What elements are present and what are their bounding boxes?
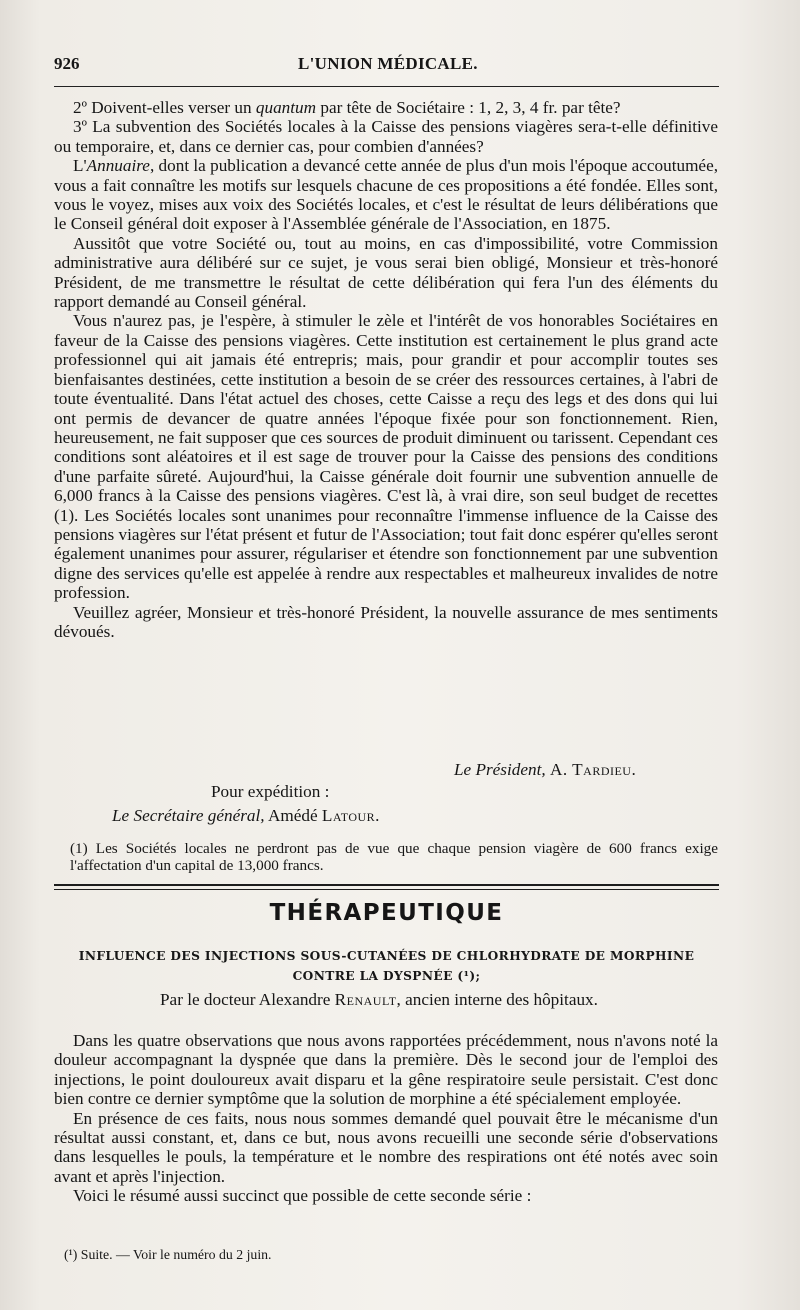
letter-body [54,98,718,641]
footnote-text: (1) Les Sociétés locales ne perdront pas de vue que chaque pension viagère de 600 francs exige l'affectation d'un capital de 13,000 francs. [70,840,718,874]
secretary-last-name: Latour. [321,806,380,825]
bottom-footnote: (¹) Suite. — Voir le numéro du 2 juin. [64,1247,272,1262]
article-paragraph-3: Voici le résumé aussi succinct que possible de cette seconde série : [73,1186,532,1206]
caisse-paragraph: Vous n'aurez pas, je l'espère, à stimuler le zèle et l'intérêt de vos honorables Sociétaires en faveur de la Caisse des pensions viagères. Cette institution est certainement le plus grand acte professionnel qui ait jamais été entrepris; mais, pour grandir et pour accomplir toutes ses bienfaisantes destinées, cette institution a besoin de se créer des ressources certaines, à l'abri de toute éventualité. Dans l'état actuel des choses, cette Caisse a reçu des legs et des dons qui lui ont permis de devancer de quatre années l'époque fixée pour son fonctionnement. Rien, heureusement, ne fait supposer que ces sources de produit diminuent ou tarissent. Cependant ces conditions sont aléatoires et il est sage de trouver pour la Caisse des pensions des conditions d'une parfaite sûreté. Aujourd'hui, la Caisse générale doit fournir une subvention annuelle de 6,000 francs à la Caisse des pensions viagères. C'est là, à vrai dire, son seul budget de recettes (1). Les Sociétés locales sont unanimes pour reconnaître l'immense influence de la Caisse des pensions viagères sur l'état présent et futur de l'Association; tout fait donc espérer qu'elles seront également unanimes pour assurer, régulariser et étendre son fonctionnement par une subvention digne des services qu'elle est appelée à rendre aux respectables et malheureux invalides de notre profession. [54,311,718,603]
byline-author: Renault [334,990,397,1009]
question-2-prefix: 2º Doivent-elles verser un [73,98,256,117]
article-title-line-1: INFLUENCE DES INJECTIONS SOUS-CUTANÉES DE CHLORHYDRATE DE MORPHINE [78,949,695,963]
aussitot-paragraph: Aussitôt que votre Société ou, tout au moins, en cas d'impossibilité, votre Commission administrative aura délibéré sur ce sujet, je vous serai bien obligé, Monsieur et très-honoré Président, de me transmettre le résultat de cette délibération qui fera l'un des éléments du rapport demandé au Conseil général. [54,233,718,312]
annuaire-prefix: L' [73,156,87,176]
running-title: L'UNION MÉDICALE. [298,54,478,73]
question-2 [54,98,718,117]
byline [160,990,598,1010]
secretary-first-name: Amédé [267,806,318,825]
president-name: A. Tardieu. [549,760,637,779]
byline-prefix: Par le docteur Alexandre [160,990,335,1009]
page-number: 926 [54,54,80,73]
question-3: 3º La subvention des Sociétés locales à la Caisse des pensions viagères sera-t-elle définitive ou temporaire, et, dans ce dernier cas, pour combien d'années? [54,117,718,156]
question-2-suffix: par tête de Sociétaire : 1, 2, 3, 4 fr. par tête? [316,98,621,117]
closing-paragraph: Veuillez agréer, Monsieur et très-honoré Président, la nouvelle assurance de mes sentiments dévoués. [54,602,718,641]
annuaire-paragraph [54,156,718,234]
president-signature [454,760,636,780]
article-body [54,1031,718,1206]
annuaire-emphasis: Annuaire [86,156,150,176]
article-paragraph-1: Dans les quatre observations que nous avons rapportées précédemment, nous n'avons noté la douleur accompagnant la dyspnée que dans la première. Dès le second jour de l'emploi des injections, le point douloureux avait disparu et la gêne respiratoire seule persistait. C'est donc bien contre ce dernier symptôme que la solution de morphine a été spécialement employée. [54,1031,718,1109]
footnote [70,840,718,874]
header-rule [54,86,719,87]
section-rule-thin [54,889,719,890]
section-rule-thick [54,884,719,886]
article-title-line-2: CONTRE LA DYSPNÉE (¹); [292,968,481,983]
question-2-emphasis: quantum [255,98,317,117]
article-title [54,947,719,986]
pour-expedition: Pour expédition : [211,782,330,801]
section-title: THÉRAPEUTIQUE [269,900,504,926]
page-header [54,54,718,80]
article-paragraph-2: En présence de ces faits, nous nous sommes demandé quel pouvait être le mécanisme d'un résultat aussi constant, et, dans ce but, nous avons recueilli une seconde série d'observations dans lesquelles le pouls, la température et le nombre des respirations ont été notés avec soin avant et après l'injection. [54,1108,718,1186]
secretary-signature [112,806,380,826]
secretary-role: Le Secrétaire général, [112,806,265,825]
president-role: Le Président, [454,760,546,779]
byline-suffix: , ancien interne des hôpitaux. [396,990,598,1009]
annuaire-suffix: , dont la publication a devancé cette année de plus d'un mois l'époque accoutumée, vous a fait connaître les motifs sur lesquels chacune de ces propositions a été fondée. Elles sont, vous le voyez, mises aux voix des Sociétés locales, et c'est le résultat de leurs délibérations que le Conseil général doit exposer à l'Assemblée générale de l'Association, en 1875. [54,156,718,234]
